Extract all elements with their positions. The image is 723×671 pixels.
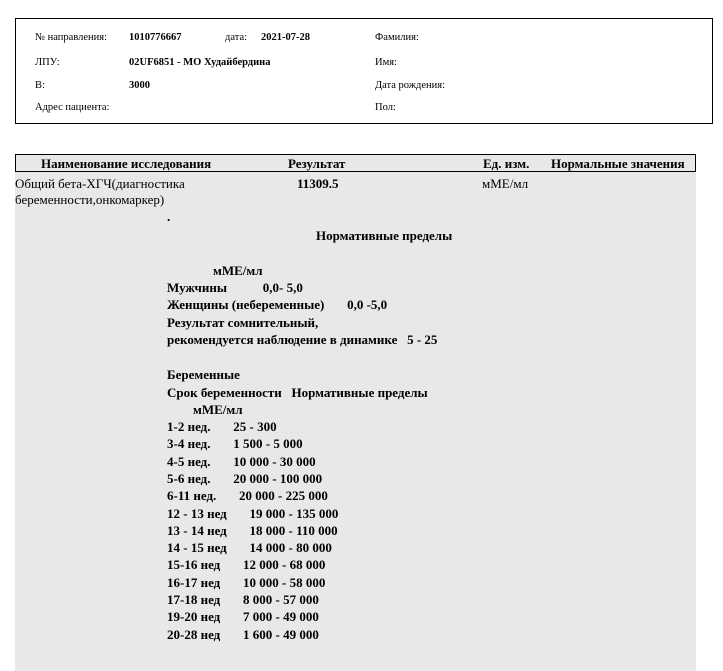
results-table-body [15, 172, 696, 671]
column-header-normal-values: Нормальные значения [551, 156, 685, 171]
direction-label: № направления: [35, 32, 108, 43]
pregnancy-week-row: 4-5 нед. 10 000 - 30 000 [167, 453, 316, 469]
address-label: Адрес пациента: [35, 102, 110, 113]
pregnancy-week-row: 1-2 нед. 25 - 300 [167, 419, 277, 434]
test-name-line1: Общий бета-ХГЧ(диагностика [15, 176, 185, 191]
pregnancy-week-row: 3-4 нед. 1 500 - 5 000 [167, 436, 303, 452]
pregnancy-week-row: 6-11 нед. 20 000 - 225 000 [167, 488, 328, 504]
b-label: В: [35, 80, 45, 91]
norms-unit: мМЕ/мл [213, 263, 263, 278]
norms-doubtful-line1: Результат сомнительный, [167, 315, 319, 330]
pregnancy-week-row: 5-6 нед. 20 000 - 100 000 [167, 470, 323, 486]
name-label: Имя: [375, 57, 397, 68]
pregnancy-week-row: 16-17 нед 10 000 - 58 000 [167, 574, 326, 590]
gender-label: Пол: [375, 102, 396, 113]
pregnancy-week-row: 14 - 15 нед 14 000 - 80 000 [167, 540, 332, 556]
norms-men: Мужчины 0,0- 5,0 [167, 280, 303, 295]
test-name-line2: беременности,онкомаркер) [15, 192, 165, 207]
column-header-unit: Ед. изм. [483, 156, 530, 171]
pregnant-title: Беременные [167, 367, 240, 382]
pregnancy-week-row: 15-16 нед 12 000 - 68 000 [167, 557, 326, 573]
column-header-test-name: Наименование исследования [41, 156, 212, 171]
patient-info-box [15, 18, 713, 124]
surname-label: Фамилия: [375, 32, 419, 43]
lpu-label: ЛПУ: [35, 57, 60, 68]
date-value: 2021-07-28 [261, 32, 310, 43]
test-unit-value: мМЕ/мл [482, 176, 529, 191]
pregnancy-week-row: 19-20 нед 7 000 - 49 000 [167, 609, 319, 625]
pregnant-header: Срок беременности Нормативные пределы [167, 385, 428, 400]
column-header-result: Результат [288, 156, 346, 171]
norms-doubtful-line2: рекомендуется наблюдение в динамике 5 - 25 [167, 332, 438, 347]
pregnancy-week-row: 12 - 13 нед 19 000 - 135 000 [167, 505, 339, 521]
norms-women: Женщины (небеременные) 0,0 -5,0 [167, 297, 388, 312]
norms-dot: . [167, 209, 171, 224]
date-label: дата: [225, 32, 248, 43]
pregnancy-week-row: 20-28 нед 1 600 - 49 000 [167, 626, 319, 642]
direction-value: 1010776667 [129, 32, 182, 43]
pregnancy-week-row: 17-18 нед 8 000 - 57 000 [167, 592, 319, 607]
lpu-value: 02UF6851 - МО Худайбердина [129, 57, 271, 68]
birth-date-label: Дата рождения: [375, 80, 446, 91]
pregnancy-week-row: 13 - 14 нед 18 000 - 110 000 [167, 522, 338, 538]
pregnant-unit: мМЕ/мл [193, 402, 243, 417]
norms-title: Нормативные пределы [316, 228, 453, 243]
test-result-value: 11309.5 [297, 176, 339, 191]
results-table-header [15, 154, 696, 172]
b-value: 3000 [129, 80, 150, 91]
